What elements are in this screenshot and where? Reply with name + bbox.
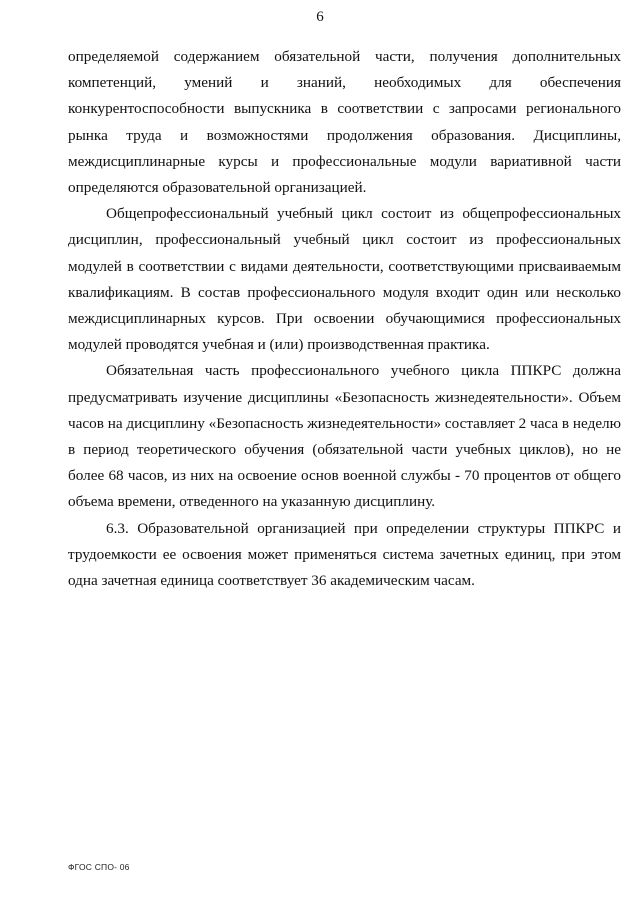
- paragraph-general-professional-cycle: Общепрофессиональный учебный цикл состоит из общепрофессиональных дисциплин, профессиональный учебный цикл состоит из профессиональных модулей в соответствии с видами деятельности, соответствующими присваиваемым квалификациям. В состав профессионального модуля входит один или несколько междисциплинарных курсов. При освоении обучающимися профессиональных модулей проводятся учебная и (или) производственная практика.: [68, 205, 621, 354]
- page-number: 6: [316, 9, 324, 25]
- document-body: [68, 44, 621, 594]
- paragraph-credit-units: 6.3. Образовательной организацией при определении структуры ППКРС и трудоемкости ее освоения может применяться система зачетных единиц, при этом одна зачетная единица соответствует 36 академическим часам.: [68, 519, 621, 590]
- paragraph-continuation: определяемой содержанием обязательной части, получения дополнительных компетенций, умений и знаний, необходимых для обеспечения конкурентоспособности выпускника в соответствии с запросами регионального рынка труда и возможностями продолжения образования. Дисциплины, междисциплинарные курсы и профессиональные модули вариативной части определяются образовательной организацией.: [68, 48, 621, 197]
- paragraph-life-safety-discipline: Обязательная часть профессионального учебного цикла ППКРС должна предусматривать изучение дисциплины «Безопасность жизнедеятельности». Объем часов на дисциплину «Безопасность жизнедеятельности» составляет 2 часа в неделю в период теоретического обучения (обязательной части учебных циклов), но не более 68 часов, из них на освоение основ военной службы - 70 процентов от общего объема времени, отведенного на указанную дисциплину.: [68, 362, 621, 511]
- footer-standard-code: ФГОС СПО- 06: [68, 862, 130, 872]
